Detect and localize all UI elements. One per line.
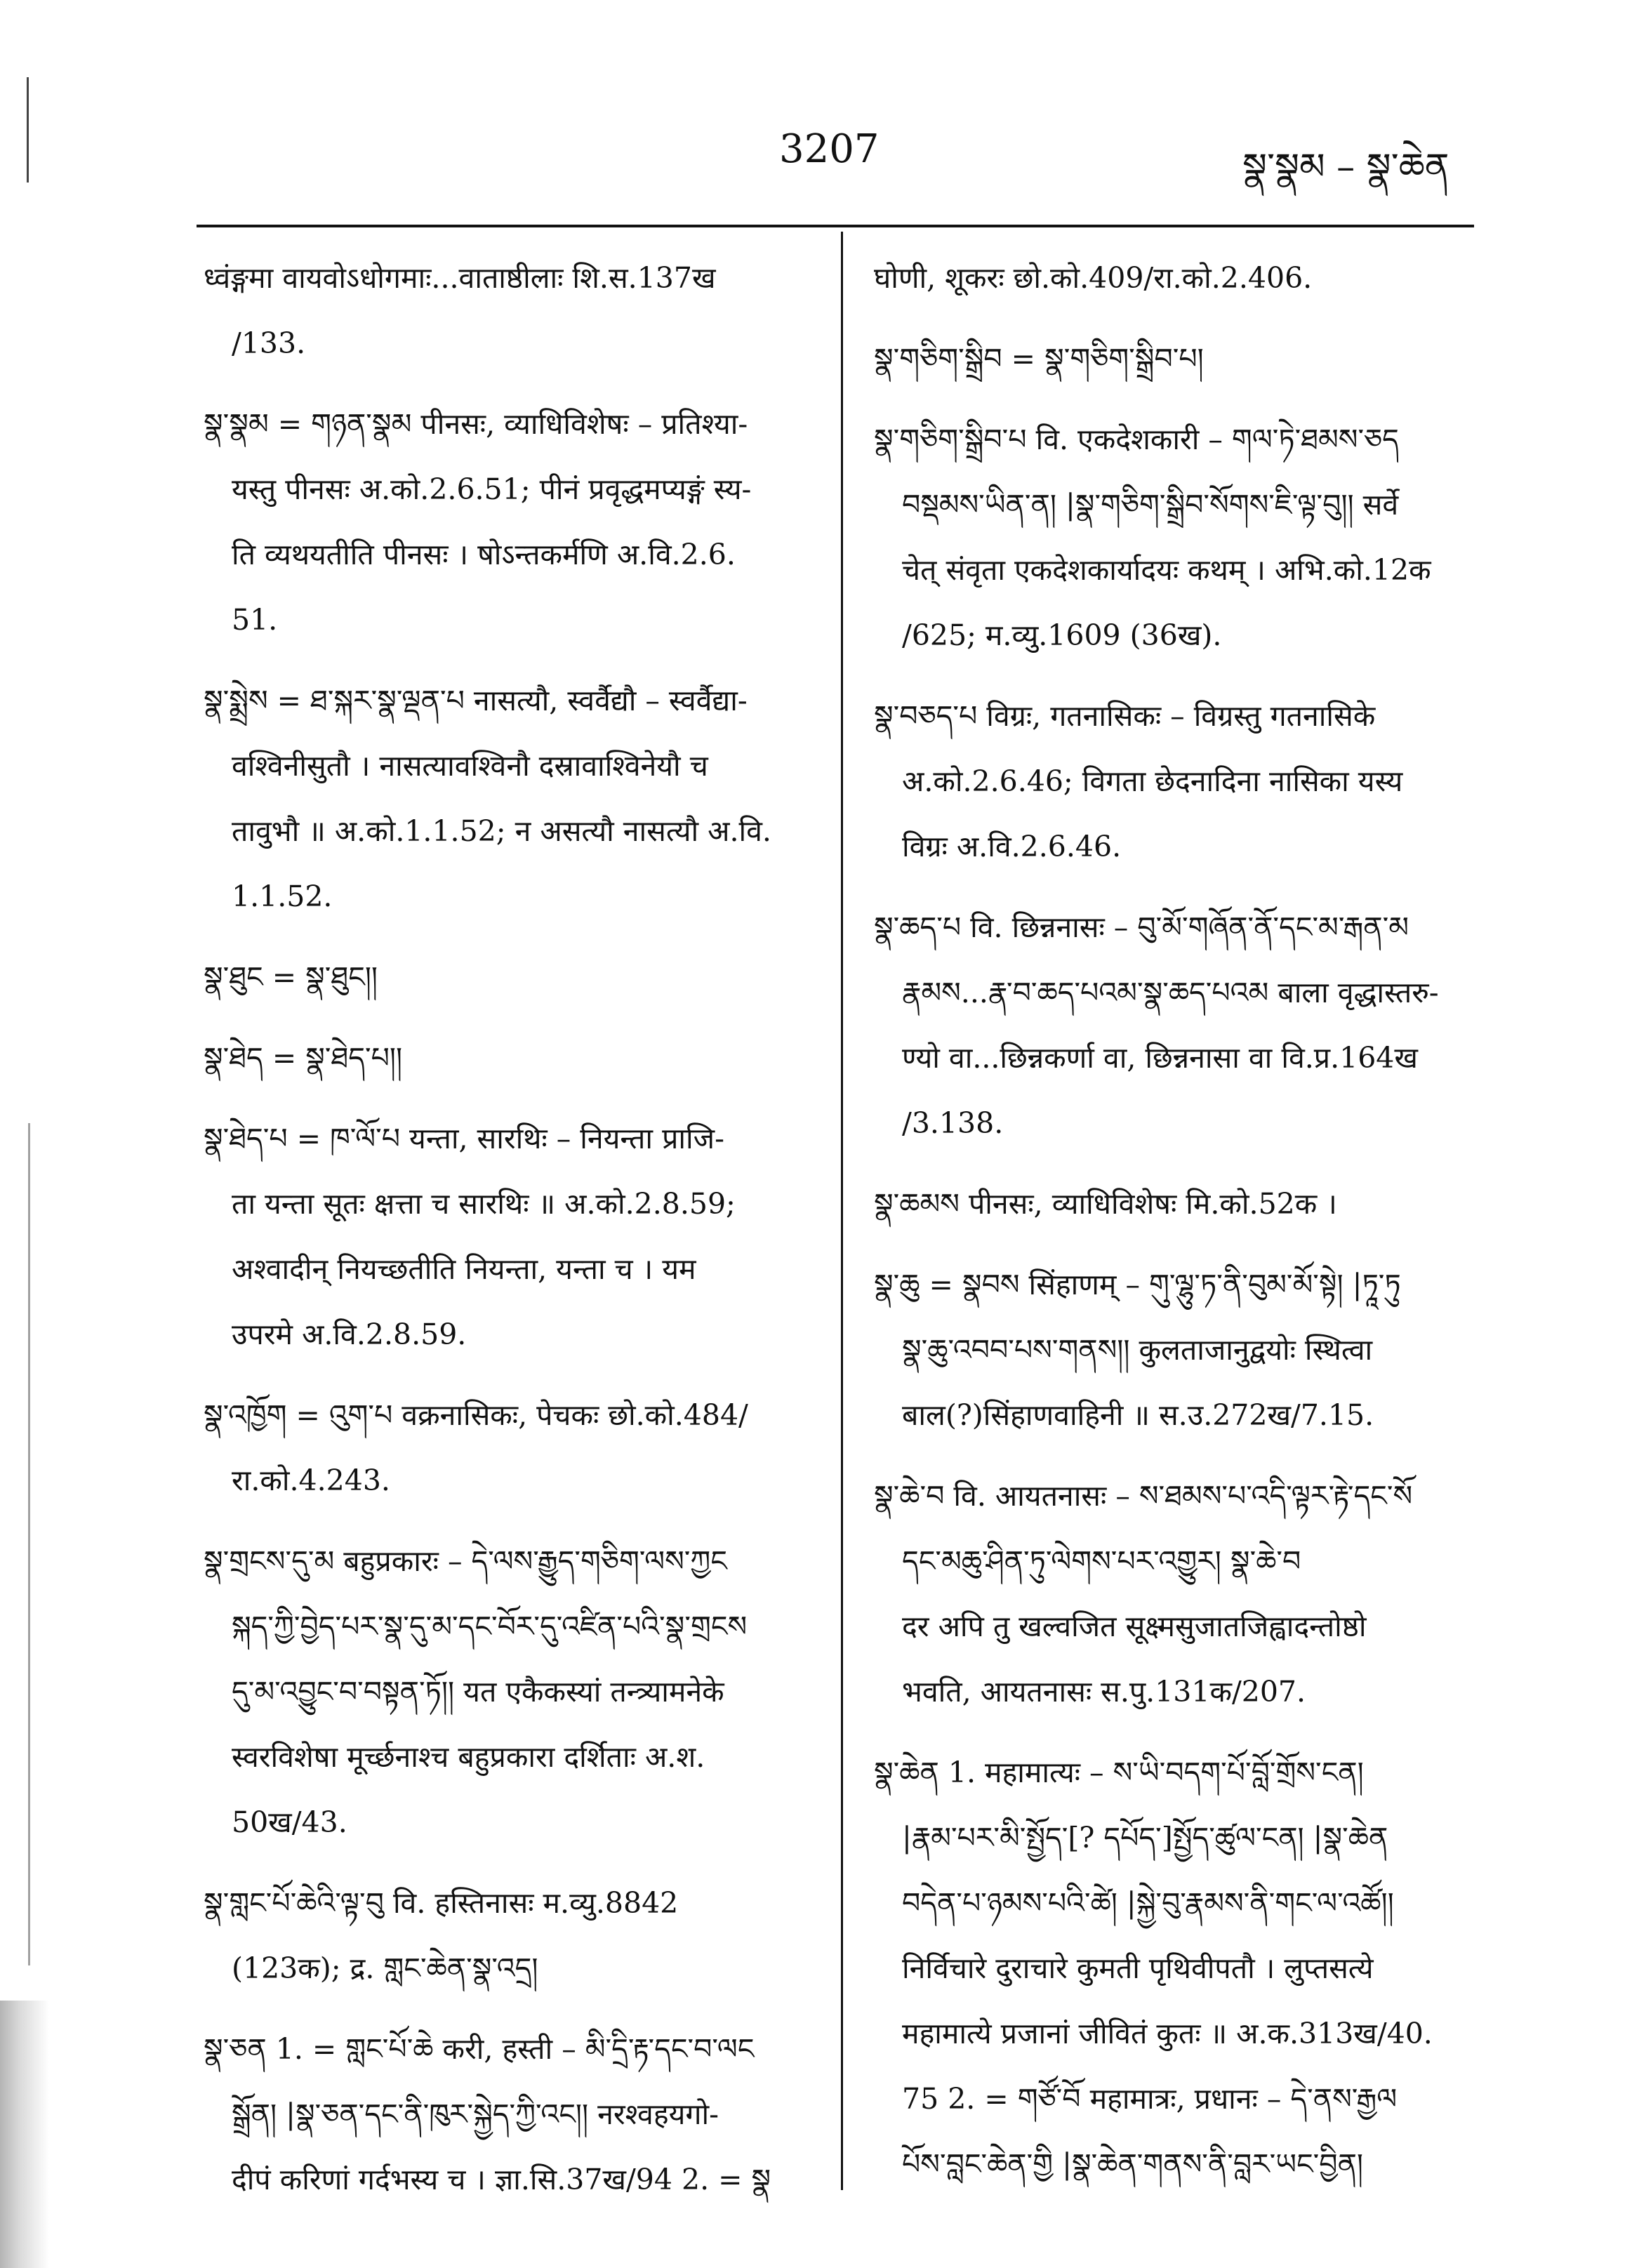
dictionary-entry	[204, 392, 821, 653]
entry-text-line: པོས་བླང་ཆེན་གྱི |སྣ་ཆེན་གནས་ནི་བླར་ཡང་བྱིན།	[902, 2147, 1364, 2181]
entry-text-line: སྣ་ཆུ་འབབ་པས་གནས།། कुलताजानुद्वयोः स्थित्वा	[902, 1333, 1373, 1367]
entry-text-line: བདེན་པ་ཉམས་པའི་ཚེ། |སྐྱེ་བུ་རྣམས་ནི་གང་ལ་འཚོ།།	[902, 1886, 1394, 1920]
dictionary-entry	[204, 1529, 821, 1855]
dictionary-entry	[874, 246, 1492, 311]
entry-text-line: 1.1.52.	[232, 880, 333, 913]
entry-text-line: बाल(?)सिंहाणवाहिनी ॥ स.उ.272ख/7.15.	[902, 1398, 1374, 1432]
entry-text-line: དང་མཆུ་ཤིན་ཏུ་ལེགས་པར་འགྱུར། སྣ་ཆེ་བ	[902, 1544, 1301, 1578]
dictionary-entry	[874, 1172, 1492, 1237]
entry-text-line: /625; म.व्यु.1609 (36ख).	[902, 618, 1222, 652]
entry-text-line: दर अपि तु खल्वजित सूक्ष्मसुजातजिह्वादन्तोष्ठो	[902, 1610, 1367, 1643]
entry-text-line: དུ་མ་འབྱུང་བ་བསྟན་ཏོ།། यत एकैकस्यां तन्त्र्यामनेके	[232, 1675, 724, 1709]
dictionary-entry	[874, 684, 1492, 880]
entry-headword-line: སྣ་གཅིག་སྒྲིབ་པ वि. एकदेशकारी – གལ་ཏེ་ཐམས་ཅད	[874, 423, 1399, 456]
entry-text-line: स्वरविशेषा मूर्च्छनाश्च बहुप्रकारा दर्शिताः अ.श.	[232, 1740, 705, 1774]
entry-text-line: /3.138.	[902, 1106, 1004, 1140]
entry-text-line: བསྡམས་ཡིན་ན། |སྣ་གཅིག་སྒྲིབ་སོགས་ཇི་ལྟ་བུ།། सर्वे	[902, 488, 1399, 522]
margin-mark-top	[27, 77, 29, 183]
running-head: སྣ་སྣམ – སྣ་ཆེན	[1242, 146, 1449, 188]
entry-text-line: /133.	[232, 326, 306, 360]
entry-headword-line: སྣ་གླང་པོ་ཆེའི་ལྟ་བུ वि. हस्तिनासः म.व्यु.8842	[204, 1886, 679, 1920]
entry-text-line: तावुभौ ॥ अ.को.1.1.52; न असत्यौ नासत्यौ अ.वि.	[232, 814, 771, 848]
header-rule	[197, 225, 1474, 227]
dictionary-entry	[204, 1026, 821, 1091]
entry-text-line: ति व्यथयतीति पीनसः । षोऽन्तकर्मणि अ.वि.2.6.	[232, 538, 736, 571]
entry-text-line: ण्यो वा...छिन्नकर्णा वा, छिन्ननासा वा वि.प्र.164ख	[902, 1041, 1418, 1075]
entry-text-line: རྣམས...རྣ་བ་ཆད་པའམ་སྣ་ཆད་པའམ बाला वृद्धास्तरु-	[902, 976, 1439, 1009]
column-divider	[841, 232, 843, 2190]
entry-headword-line: སྣ་ཅན 1. = གླང་པོ་ཆེ करी, हस्ती – མི་དྲི་རྟ་དང་བ་ལང	[204, 2032, 755, 2066]
dictionary-entry	[874, 326, 1492, 392]
entry-text-line: (123क); द्र. གླང་ཆེན་སྣ་འདྲ།	[232, 1951, 538, 1985]
dictionary-entry	[204, 668, 821, 929]
entry-text-line: रा.को.4.243.	[232, 1464, 390, 1497]
entry-text-line: 75 2. = གཙོ་བོ महामात्रः, प्रधानः – དེ་ནས་རྒྱལ	[902, 2082, 1398, 2116]
entry-headword-line: སྣ་སྣམ = གཉན་སྣམ पीनसः, व्याधिविशेषः – प्रतिश्या-	[204, 407, 748, 441]
entry-headword-line: སྣ་འཁྱོག = འུག་པ वक्रनासिकः, पेचकः छो.को.484/	[204, 1398, 748, 1432]
entry-text-line: 51.	[232, 603, 278, 637]
page-number: 3207	[779, 126, 880, 172]
entry-headword-line: སྣ་ཆམས पीनसः, व्याधिविशेषः मि.को.52क ।	[874, 1187, 1337, 1221]
dictionary-entry	[204, 945, 821, 1010]
dictionary-entry	[204, 1871, 821, 2001]
entry-headword-line: སྣ་སྨྲེས = ཐ་སྐར་སྣ་ལྡན་པ नासत्यौ, स्वर्वैद्यौ – स्वर्वैद्या-	[204, 684, 748, 717]
entry-text-line: विग्रः अ.वि.2.6.46.	[902, 830, 1122, 863]
dictionary-entry	[204, 246, 821, 376]
entry-text-line: སྐད་ཀྱི་བྱེད་པར་སྣ་དུ་མ་དང་བོར་དུ་འཛིན་པའི་སྣ་གྲངས	[232, 1610, 748, 1643]
dictionary-entry	[874, 1740, 1492, 2197]
left-column	[204, 246, 821, 2228]
dictionary-entry	[874, 895, 1492, 1156]
entry-text-line: ता यन्ता सूतः क्षत्ता च सारथिः ॥ अ.को.2.8.59;	[232, 1187, 736, 1221]
entry-text-line: अ.को.2.6.46; विगता छेदनादिना नासिका यस्य	[902, 764, 1403, 798]
entry-headword-line: སྣ་ཆད་པ वि. छिन्ननासः – བུ་མོ་གཞོན་ནོ་དང་མ་རྒན་མ	[874, 910, 1409, 944]
entry-headword-line: ध्वंङ्गमा वायवोऽधोगमाः...वाताष्ठीलाः शि.स.137ख	[204, 261, 716, 295]
entry-headword-line: घोणी, शूकरः छो.को.409/रा.को.2.406.	[874, 261, 1313, 295]
dictionary-entry	[874, 1252, 1492, 1448]
entry-text-line: यस्तु पीनसः अ.को.2.6.51; पीनं प्रवृद्धमप्यङ्गं स्य-	[232, 472, 752, 506]
dictionary-entry	[874, 1464, 1492, 1725]
entry-headword-line: སྣ་ཐེད་པ = ཁ་ལོ་པ यन्ता, सारथिः – नियन्ता प्राजि-	[204, 1122, 724, 1155]
entry-text-line: 50ख/43.	[232, 1805, 347, 1839]
entry-text-line: निर्विचारे दुराचारे कुमती पृथिवीपतौ । लुप्तसत्ये	[902, 1951, 1374, 1985]
entry-headword-line: སྣ་གྲངས་དུ་མ बहुप्रकारः – དེ་ལས་རྒྱུད་གཅིག་ལས་ཀྱང	[204, 1544, 727, 1578]
entry-headword-line: སྣ་ཆུ = སྣབས सिंहाणम् – གུ་ལྷུ་ཏ་ནི་བུམ་མོ་སྟེ། |ཏཱ་ཏུ	[874, 1268, 1401, 1301]
entry-headword-line: སྣ་ཆེ་བ वि. आयतनासः – ས་ཐམས་པ་འདི་ལྟར་རྟེ་དང་སོ	[874, 1479, 1413, 1513]
entry-text-line: अश्वादीन् नियच्छतीति नियन्ता, यन्ता च । यम	[232, 1252, 696, 1286]
entry-headword-line: སྣ་ཆེན 1. महामात्यः – ས་ཡི་བདག་པོ་བློ་གྲོས་ངན།	[874, 1756, 1364, 1789]
dictionary-entry	[204, 2017, 821, 2213]
scan-edge-shadow	[0, 2001, 49, 2268]
entry-headword-line: སྣ་ཐུང = སྣ་ཐུང།།	[204, 960, 378, 994]
entry-text-line: चेत् संवृता एकदेशकार्यादयः कथम् । अभि.को.12क	[902, 553, 1431, 587]
entry-text-line: दीपं करिणां गर्दभस्य च । ज्ञा.सि.37ख/94 2. = སྣ	[232, 2163, 771, 2196]
entry-text-line: भवति, आयतनासः स.पु.131क/207.	[902, 1675, 1306, 1709]
entry-text-line: वश्विनीसुतौ । नासत्यावश्विनौ दस्रावाश्विनेयौ च	[232, 749, 708, 783]
entry-headword-line: སྣ་གཅིག་སྒྲིབ = སྣ་གཅིག་སྒྲིབ་པ།	[874, 342, 1204, 376]
entry-text-line: |རྣམ་པར་མི་སྤྱོད་[? དཔོད་]སྤྱོད་ཚུལ་ངན། |སྣ་ཆེན	[902, 1821, 1388, 1855]
entry-headword-line: སྣ་བཅད་པ विग्रः, गतनासिकः – विग्रस्तु गतनासिके	[874, 699, 1376, 733]
dictionary-entry	[874, 407, 1492, 668]
dictionary-entry	[204, 1106, 821, 1367]
entry-text-line: उपरमे अ.वि.2.8.59.	[232, 1318, 467, 1351]
entry-text-line: महामात्ये प्रजानां जीवितं कुतः ॥ अ.क.313ख/40.	[902, 2017, 1433, 2050]
entry-headword-line: སྣ་ཐེད = སྣ་ཐེད་པ།།	[204, 1041, 403, 1075]
right-column	[874, 246, 1492, 2213]
margin-mark-middle	[28, 1123, 30, 1965]
entry-text-line: སྒྲོན། |སྣ་ཅན་དང་ནི་ཁུར་སྐྱེད་ཀྱི་འང།། नरश्वहयगो-	[232, 2097, 719, 2131]
dictionary-entry	[204, 1383, 821, 1513]
